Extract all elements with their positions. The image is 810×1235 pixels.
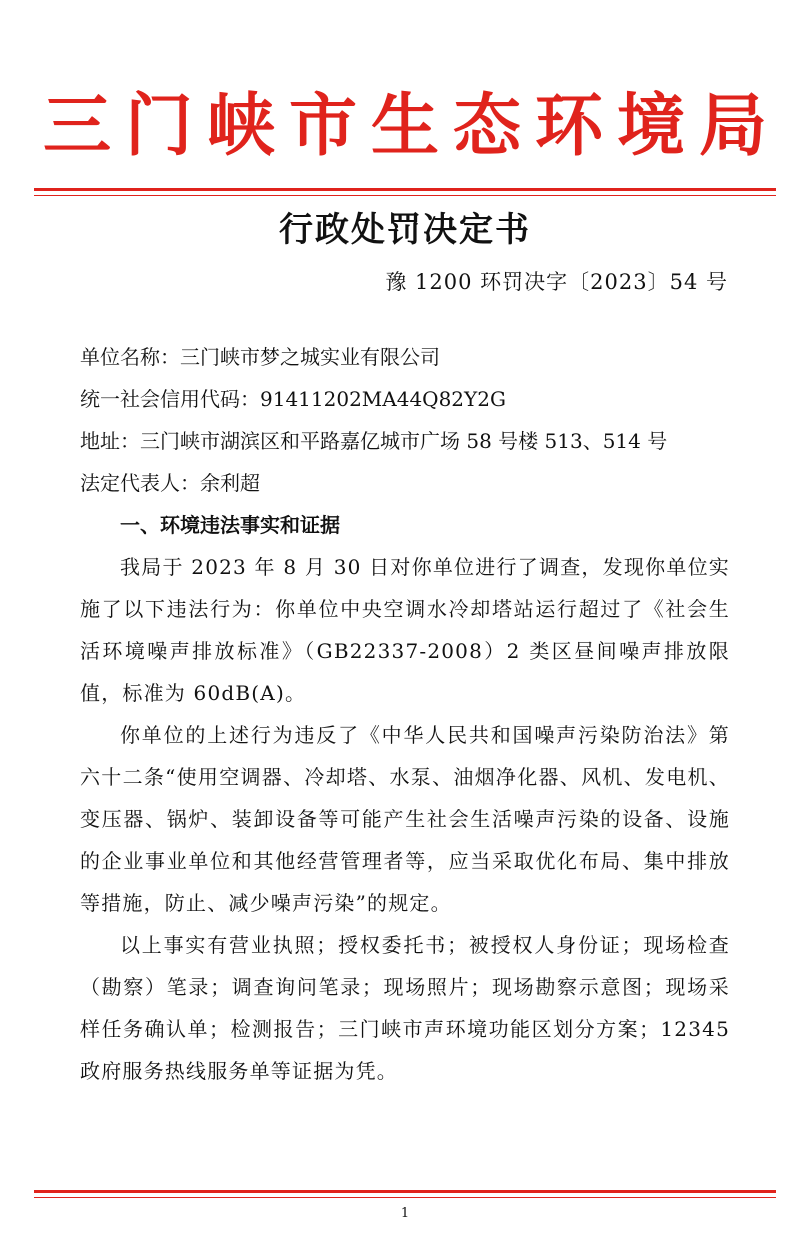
legal-representative: 法定代表人：余利超: [80, 471, 260, 495]
document-body: [80, 336, 730, 1092]
credit-code: 统一社会信用代码：91411202MA44Q82Y2G: [80, 387, 506, 411]
page-number: 1: [400, 1206, 410, 1221]
issuing-agency-name: 三门峡市生态环境局: [42, 86, 781, 166]
unit-name: 单位名称：三门峡市梦之城实业有限公司: [80, 345, 440, 369]
document-title: 行政处罚决定书: [279, 210, 531, 250]
paragraph-violation-facts: 我局于 2023 年 8 月 30 日对你单位进行了调查，发现你单位实施了以下违法行为：你单位中央空调水冷却塔站运行超过了《社会生活环境噪声排放标准》（GB22337-2008）2 类区昼间噪声排放限值，标准为 60dB(A)。: [80, 555, 730, 705]
header-divider: [34, 188, 776, 196]
paragraph-evidence: 以上事实有营业执照；授权委托书；被授权人身份证；现场检查（勘察）笔录；调查询问笔录；现场照片；现场勘察示意图；现场采样任务确认单；检测报告；三门峡市声环境功能区划分方案；12345 政府服务热线服务单等证据为凭。: [80, 933, 730, 1083]
address: 地址：三门峡市湖滨区和平路嘉亿城市广场 58 号楼 513、514 号: [80, 429, 668, 453]
document-number: 豫 1200 环罚决字〔2023〕54 号: [385, 270, 728, 294]
section-heading: 一、环境违法事实和证据: [120, 513, 340, 537]
footer-divider: [34, 1190, 776, 1198]
paragraph-legal-basis: 你单位的上述行为违反了《中华人民共和国噪声污染防治法》第六十二条“使用空调器、冷却塔、水泵、油烟净化器、风机、发电机、变压器、锅炉、装卸设备等可能产生社会生活噪声污染的设备、设施的企业事业单位和其他经营管理者等，应当采取优化布局、集中排放等措施，防止、减少噪声污染”的规定。: [80, 723, 730, 915]
